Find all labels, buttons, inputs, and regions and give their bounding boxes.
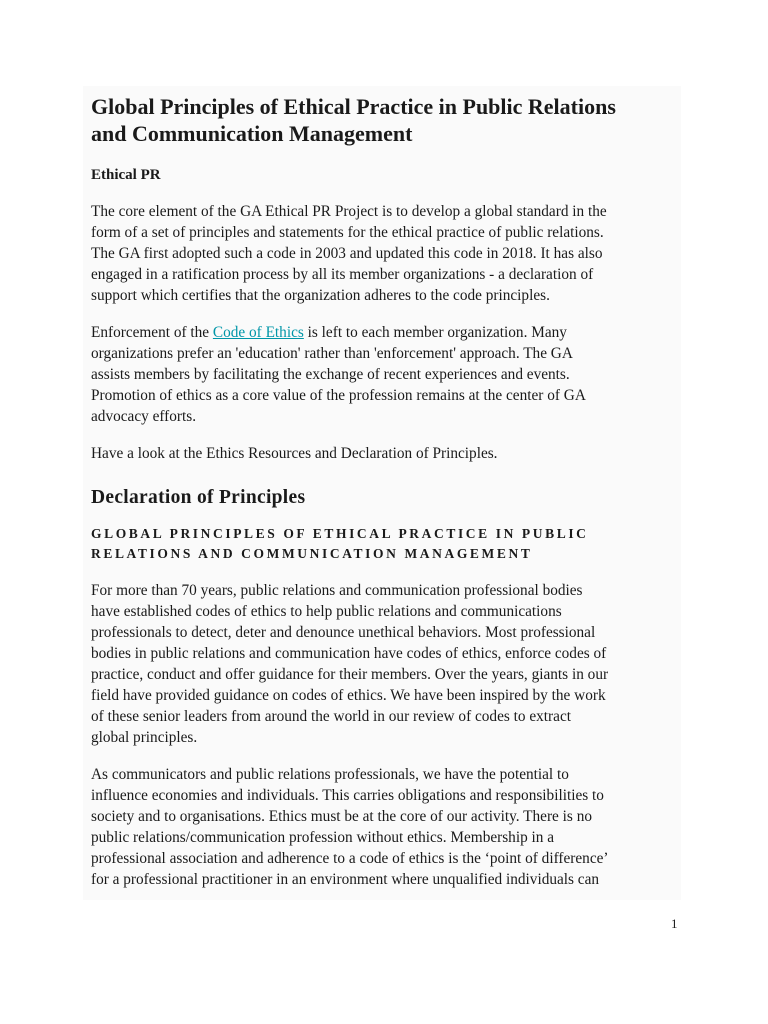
text-line: influence economies and individuals. This carries obligations and responsibilities to xyxy=(91,787,604,804)
text-line: support which certifies that the organization adheres to the code principles. xyxy=(91,287,550,304)
subheading: Ethical PR xyxy=(91,167,161,183)
text-line: practice, conduct and offer guidance for their members. Over the years, giants in our xyxy=(91,666,609,683)
paragraph-history xyxy=(91,580,681,748)
page-number: 1 xyxy=(671,916,678,931)
section-heading: Declaration of Principles xyxy=(91,487,306,508)
text-line: The GA first adopted such a code in 2003 and updated this code in 2018. It has also xyxy=(91,245,603,262)
title-line: and Communication Management xyxy=(91,121,413,146)
text: Enforcement of the xyxy=(91,324,213,341)
text-line: organizations prefer an 'education' rather than 'enforcement' approach. The GA xyxy=(91,345,573,362)
document-title xyxy=(91,93,681,147)
text-line: assists members by facilitating the exchange of recent experiences and events. xyxy=(91,366,570,383)
text-line: Promotion of ethics as a core value of the profession remains at the center of GA xyxy=(91,387,586,404)
text-line: As communicators and public relations professionals, we have the potential to xyxy=(91,766,569,783)
text-line: of these senior leaders from around the world in our review of codes to extract xyxy=(91,708,571,725)
text-line: global principles. xyxy=(91,729,198,746)
text-line: GLOBAL PRINCIPLES OF ETHICAL PRACTICE IN PUBLIC xyxy=(91,526,589,541)
paragraph-communicators xyxy=(91,764,681,890)
text-line: professionals to detect, deter and denounce unethical behaviors. Most professional xyxy=(91,624,596,641)
text-line: RELATIONS AND COMMUNICATION MANAGEMENT xyxy=(91,546,533,561)
text-line: public relations/communication profession without ethics. Membership in a xyxy=(91,829,555,846)
text-line: advocacy efforts. xyxy=(91,408,197,425)
text-line: The core element of the GA Ethical PR Project is to develop a global standard in the xyxy=(91,203,607,220)
text: is left to each member organization. Many xyxy=(303,324,567,341)
text-line: form of a set of principles and statements for the ethical practice of public relations. xyxy=(91,224,604,241)
code-of-ethics-link[interactable]: Code of Ethics xyxy=(212,324,304,341)
text-line: For more than 70 years, public relations and communication professional bodies xyxy=(91,582,583,599)
title-line: Global Principles of Ethical Practice in Public Relations xyxy=(91,94,616,119)
text-line: bodies in public relations and communication have codes of ethics, enforce codes of xyxy=(91,645,607,662)
paragraph-resources: Have a look at the Ethics Resources and Declaration of Principles. xyxy=(91,445,498,462)
caps-heading xyxy=(91,524,681,564)
text-line: have established codes of ethics to help public relations and communications xyxy=(91,603,562,620)
text-line xyxy=(91,322,681,343)
text-line: society and to organisations. Ethics must be at the core of our activity. There is no xyxy=(91,808,592,825)
document-body xyxy=(91,93,681,890)
text-line: engaged in a ratification process by all its member organizations - a declaration of xyxy=(91,266,594,283)
paragraph-intro xyxy=(91,201,681,306)
text-line: for a professional practitioner in an environment where unqualified individuals can xyxy=(91,871,600,888)
paragraph-enforcement xyxy=(91,322,681,427)
text-line: professional association and adherence to a code of ethics is the ‘point of difference’ xyxy=(91,850,609,867)
text-line: field have provided guidance on codes of ethics. We have been inspired by the work xyxy=(91,687,606,704)
